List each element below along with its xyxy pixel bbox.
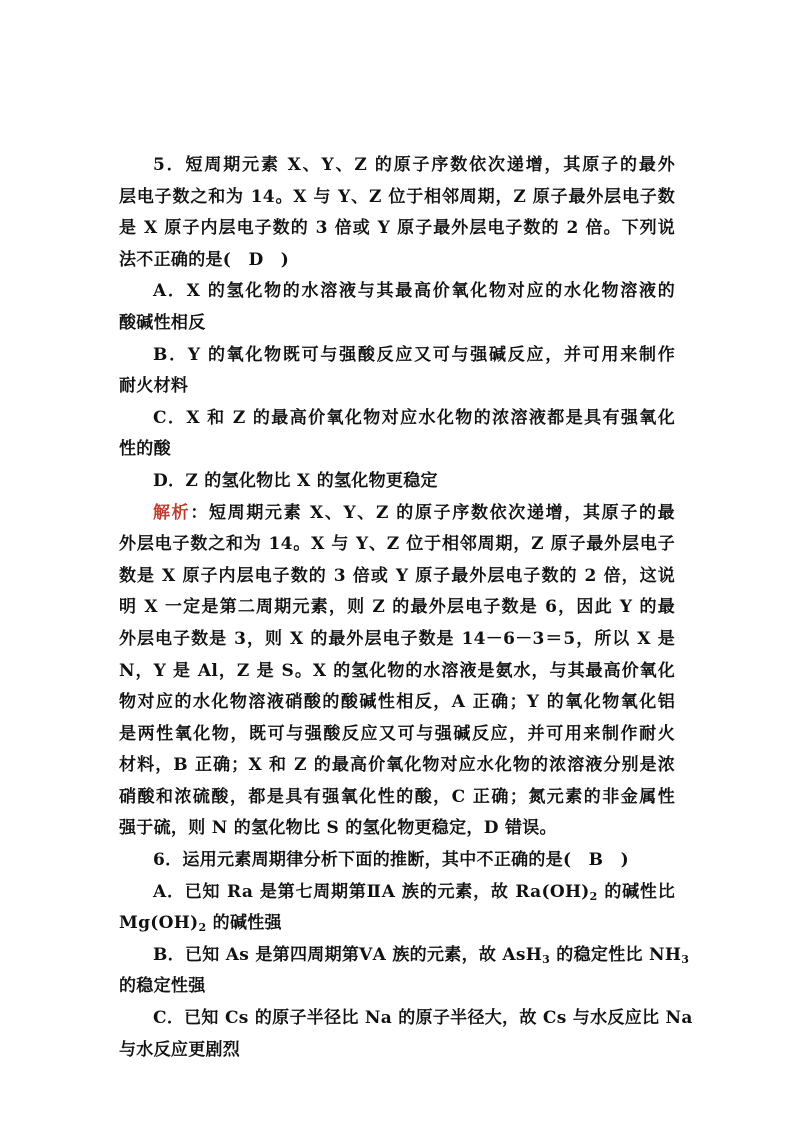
analysis-line-10: 硝酸和浓硫酸，都是具有强氧化性的酸，C 正确；氮元素的非金属性 bbox=[119, 786, 675, 807]
q6-option-a-subscript-2: 2 bbox=[198, 921, 207, 935]
q6-option-a-line-2 bbox=[119, 908, 675, 940]
q6-option-b-subscript-2: 3 bbox=[681, 952, 690, 966]
q5-option-a-line-2: 酸碱性相反 bbox=[119, 312, 206, 333]
analysis-line-7: 物对应的水化物溶液硝酸的酸碱性相反，A 正确；Y 的氧化物氧化铝 bbox=[119, 692, 675, 713]
analysis-line-9: 材料，B 正确；X 和 Z 的最高价氧化物对应水化物的浓溶液分别是浓 bbox=[119, 755, 675, 776]
q5-option-c-line-2: 性的酸 bbox=[119, 439, 171, 460]
q5-option-d: D．Z 的氢化物比 X 的氢化物更稳定 bbox=[153, 470, 438, 491]
q6-option-c-line-2: 与水反应更剧烈 bbox=[119, 1039, 241, 1060]
q6-option-a-subscript-1: 2 bbox=[589, 889, 598, 903]
analysis-line-2: 外层电子数之和为 14。X 与 Y、Z 位于相邻周期，Z 原子最外层电子 bbox=[119, 534, 675, 555]
analysis-line-11: 强于硫，则 N 的氢化物比 S 的氢化物更稳定，D 错误。 bbox=[119, 818, 557, 839]
document-page bbox=[119, 150, 693, 1066]
q5-option-b-line-2: 耐火材料 bbox=[119, 376, 189, 397]
q6-stem: 6．运用元素周期律分析下面的推断，其中不正确的是( B ) bbox=[153, 850, 629, 871]
analysis-line-3: 数是 X 原子内层电子数的 3 倍或 Y 原子最外层电子数的 2 倍，这说 bbox=[119, 565, 675, 586]
q5-option-a-line-1: A．X 的氢化物的水溶液与其最高价氧化物对应的水化物溶液的 bbox=[153, 281, 675, 302]
q6-option-b-text-1: B．已知 As 是第四周期第ⅤA 族的元素，故 AsH bbox=[153, 944, 543, 965]
q6-option-b-line-1 bbox=[119, 940, 690, 972]
q6-option-b-text-2: 的稳定性比 NH bbox=[550, 944, 682, 965]
analysis-line-8: 是两性氧化物，既可与强酸反应又可与强碱反应，并可用来制作耐火 bbox=[119, 723, 675, 744]
q5-stem-line-2: 层电子数之和为 14。X 与 Y、Z 位于相邻周期，Z 原子最外层电子数 bbox=[119, 186, 675, 207]
q6-option-c-line-1: C．已知 Cs 的原子半径比 Na 的原子半径大，故 Cs 与水反应比 Na bbox=[153, 1008, 693, 1029]
q6-option-a-line-1 bbox=[119, 877, 675, 909]
q6-option-b-subscript-1: 3 bbox=[542, 952, 551, 966]
q6-option-a-text-1: A．已知 Ra 是第七周期第ⅡA 族的元素，故 Ra(OH) bbox=[153, 881, 590, 902]
q6-option-a-text-2: 的碱性比 bbox=[597, 881, 675, 902]
analysis-line-4: 明 X 一定是第二周期元素，则 Z 的最外层电子数是 6，因此 Y 的最 bbox=[119, 597, 675, 618]
analysis-label: 解析 bbox=[153, 502, 191, 523]
q6-option-a-text-4: 的碱性强 bbox=[206, 913, 282, 934]
q5-stem-line-4: 法不正确的是( D ) bbox=[119, 249, 290, 270]
analysis-line-1 bbox=[119, 498, 675, 530]
q6-option-a-text-3: Mg(OH) bbox=[119, 913, 199, 934]
q5-stem-line-1: 5．短周期元素 X、Y、Z 的原子序数依次递增，其原子的最外 bbox=[153, 155, 675, 175]
analysis-line-5: 外层电子数是 3，则 X 的最外层电子数是 14－6－3＝5，所以 X 是 bbox=[119, 628, 675, 649]
q5-stem-line-3: 是 X 原子内层电子数的 3 倍或 Y 原子最外层电子数的 2 倍。下列说 bbox=[119, 218, 675, 239]
q5-option-b-line-1: B．Y 的氧化物既可与强酸反应又可与强碱反应，并可用来制作 bbox=[153, 344, 675, 365]
q5-option-c-line-1: C．X 和 Z 的最高价氧化物对应水化物的浓溶液都是具有强氧化 bbox=[153, 407, 675, 428]
analysis-line-6: N，Y 是 Al，Z 是 S。X 的氢化物的水溶液是氨水，与其最高价氧化 bbox=[119, 660, 675, 681]
analysis-line-1-text: ：短周期元素 X、Y、Z 的原子序数依次递增，其原子的最 bbox=[190, 502, 675, 523]
q6-option-b-line-2: 的稳定性强 bbox=[119, 976, 206, 997]
